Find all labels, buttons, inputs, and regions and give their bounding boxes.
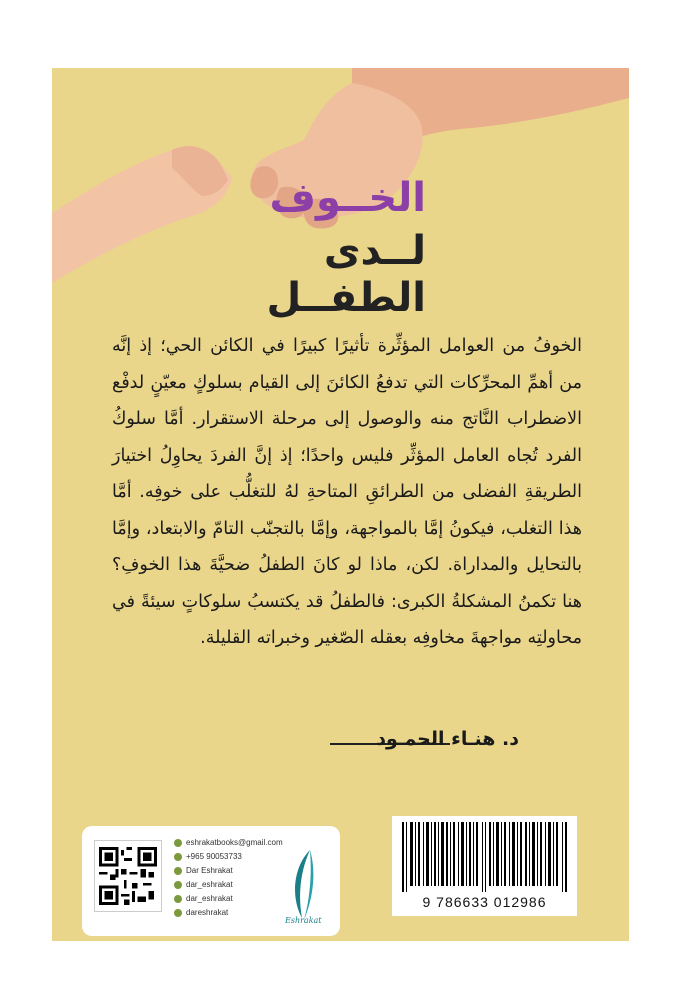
title-child: الطفــل xyxy=(266,275,426,321)
contact-facebook: Dar Eshrakat xyxy=(174,864,283,877)
book-back-cover xyxy=(52,68,629,941)
instagram-icon xyxy=(174,881,182,889)
publisher-panel xyxy=(82,826,340,936)
barcode-panel xyxy=(392,816,577,916)
publisher-logo-text: Eshrakat xyxy=(285,916,322,925)
author-name: د. هنـاء الحمـود xyxy=(376,728,519,750)
isbn-number: 9 786633 012986 xyxy=(422,894,547,910)
title-fear: الخــوف xyxy=(269,175,426,221)
title-in: لــدى xyxy=(323,228,426,274)
qr-code-icon xyxy=(94,840,162,912)
blurb-text: الخوفُ من العوامل المؤثِّرة تأثيرًا كبيرًا في الكائن الحي؛ إذ إنَّه من أهمِّ المحرِّكات التي تدفعُ الكائنَ إلى القيام بسلوكٍ معيّنٍ لدفْع الاضطراب النَّاتج منه والوصول إلى مرحلة الاستقرار. أمَّا سلوكُ الفرد تُجاه العامل المؤثِّر فليس واحدًا؛ إذ إنَّ الفردَ يحاوِلُ اختيارَ الطريقةِ الفضلى من الطرائقِ المتاحةِ لهُ للتغلُّب على خوفِه. أمَّا هذا التغلب، فيكونُ إمَّا بالمواجهة، وإمَّا بالتجنّب التامّ والابتعاد، وإمَّا بالتحايل والمداراة. لكن، ماذا لو كانَ الطفلُ ضحيَّةَ هذا الخوفِ؟ هنا تكمنُ المشكلةُ الكبرى: فالطفلُ قد يكتسبُ سلوكاتٍ سيئةً في محاولتِه مواجهةَ مخاوفِه بعقله الصّغير وخبراته القليلة. xyxy=(112,336,582,648)
contact-snapchat: dareshrakat xyxy=(174,906,283,919)
contact-email: eshrakatbooks@gmail.com xyxy=(174,836,283,849)
contact-phone: +965 90053733 xyxy=(174,850,283,863)
contact-list xyxy=(174,836,283,920)
contact-twitter: dar_eshrakat xyxy=(174,892,283,905)
barcode-icon xyxy=(400,822,570,892)
twitter-icon xyxy=(174,895,182,903)
publisher-logo-icon xyxy=(280,846,328,926)
facebook-icon xyxy=(174,867,182,875)
snapchat-icon xyxy=(174,909,182,917)
phone-icon xyxy=(174,853,182,861)
contact-instagram: dar_eshrakat xyxy=(174,878,283,891)
email-icon xyxy=(174,839,182,847)
